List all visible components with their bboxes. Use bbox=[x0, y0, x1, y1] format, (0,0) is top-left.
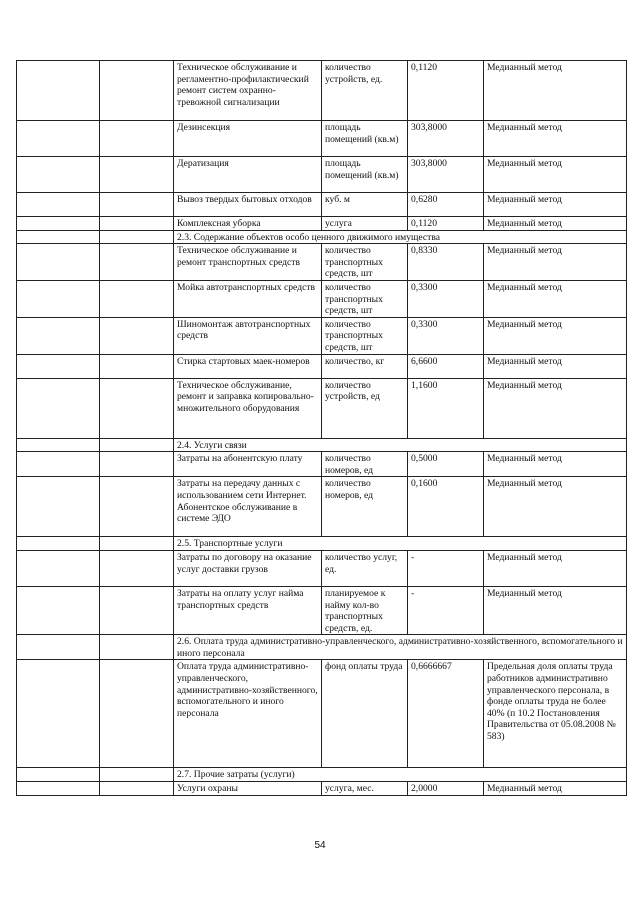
value-cell: 0,5000 bbox=[408, 452, 484, 477]
method-cell: Медианный метод bbox=[484, 378, 627, 438]
blank-col-2 bbox=[100, 193, 174, 217]
blank-col-1 bbox=[17, 378, 100, 438]
blank-col-1 bbox=[17, 280, 100, 317]
table-row bbox=[17, 378, 627, 438]
blank-col-1 bbox=[17, 477, 100, 537]
value-cell: 303,8000 bbox=[408, 157, 484, 193]
method-cell: Медианный метод bbox=[484, 157, 627, 193]
table-row bbox=[17, 354, 627, 378]
blank-col-2 bbox=[100, 768, 174, 782]
item-name-cell: Мойка автотранспортных средств bbox=[174, 280, 322, 317]
unit-cell: планируемое к найму кол-во транспортных средств, ед. bbox=[322, 586, 408, 634]
item-name-cell: Оплата труда административно-управленческого, административно-хозяйственного, вспомогательного и иного персонала bbox=[174, 660, 322, 768]
blank-col-2 bbox=[100, 550, 174, 586]
method-cell: Медианный метод bbox=[484, 121, 627, 157]
blank-col-1 bbox=[17, 452, 100, 477]
blank-col-1 bbox=[17, 660, 100, 768]
unit-cell: услуга, мес. bbox=[322, 782, 408, 796]
method-cell: Медианный метод bbox=[484, 550, 627, 586]
item-name-cell: Дезинсекция bbox=[174, 121, 322, 157]
blank-col-2 bbox=[100, 660, 174, 768]
method-cell: Медианный метод bbox=[484, 586, 627, 634]
table-row bbox=[17, 477, 627, 537]
unit-cell: количество транспортных средств, шт bbox=[322, 317, 408, 354]
value-cell: 0,3300 bbox=[408, 280, 484, 317]
blank-col-1 bbox=[17, 438, 100, 452]
blank-col-2 bbox=[100, 354, 174, 378]
blank-col-1 bbox=[17, 230, 100, 244]
blank-col-1 bbox=[17, 121, 100, 157]
blank-col-1 bbox=[17, 61, 100, 121]
item-name-cell: Стирка стартовых маек-номеров bbox=[174, 354, 322, 378]
item-name-cell: Вывоз твердых бытовых отходов bbox=[174, 193, 322, 217]
method-cell: Медианный метод bbox=[484, 61, 627, 121]
table-row bbox=[17, 660, 627, 768]
value-cell: 0,1120 bbox=[408, 61, 484, 121]
blank-col-1 bbox=[17, 157, 100, 193]
blank-col-2 bbox=[100, 121, 174, 157]
method-cell: Медианный метод bbox=[484, 217, 627, 231]
value-cell: 0,1120 bbox=[408, 217, 484, 231]
section-row bbox=[17, 768, 627, 782]
blank-col-1 bbox=[17, 782, 100, 796]
item-name-cell: Услуги охраны bbox=[174, 782, 322, 796]
blank-col-2 bbox=[100, 477, 174, 537]
method-cell: Медианный метод bbox=[484, 280, 627, 317]
blank-col-2 bbox=[100, 438, 174, 452]
table-row bbox=[17, 452, 627, 477]
item-name-cell: Техническое обслуживание и ремонт транспортных средств bbox=[174, 244, 322, 281]
blank-col-1 bbox=[17, 537, 100, 551]
table-row bbox=[17, 550, 627, 586]
blank-col-2 bbox=[100, 586, 174, 634]
method-cell: Предельная доля оплаты труда работников административно управленческого персонала, в фонде оплаты труда не более 40% (п 10.2 Постановления Правительства от 05.08.2008 № 583) bbox=[484, 660, 627, 768]
table-row bbox=[17, 782, 627, 796]
method-cell: Медианный метод bbox=[484, 354, 627, 378]
unit-cell: куб. м bbox=[322, 193, 408, 217]
unit-cell: количество устройств, ед bbox=[322, 378, 408, 438]
blank-col-2 bbox=[100, 635, 174, 660]
unit-cell: количество услуг, ед. bbox=[322, 550, 408, 586]
blank-col-2 bbox=[100, 317, 174, 354]
section-title: 2.6. Оплата труда административно-управленческого, административно-хозяйственного, вспомогательного и иного персонала bbox=[174, 635, 627, 660]
value-cell: - bbox=[408, 550, 484, 586]
section-row bbox=[17, 230, 627, 244]
blank-col-1 bbox=[17, 317, 100, 354]
unit-cell: количество номеров, ед bbox=[322, 477, 408, 537]
unit-cell: площадь помещений (кв.м) bbox=[322, 121, 408, 157]
item-name-cell: Дератизация bbox=[174, 157, 322, 193]
unit-cell: площадь помещений (кв.м) bbox=[322, 157, 408, 193]
unit-cell: количество транспортных средств, шт bbox=[322, 280, 408, 317]
table-row bbox=[17, 121, 627, 157]
value-cell: 0,1600 bbox=[408, 477, 484, 537]
value-cell: 2,0000 bbox=[408, 782, 484, 796]
value-cell: - bbox=[408, 586, 484, 634]
blank-col-2 bbox=[100, 230, 174, 244]
item-name-cell: Затраты на передачу данных с использованием сети Интернет. Абонентское обслуживание в системе ЭДО bbox=[174, 477, 322, 537]
blank-col-2 bbox=[100, 378, 174, 438]
method-cell: Медианный метод bbox=[484, 317, 627, 354]
blank-col-2 bbox=[100, 217, 174, 231]
item-name-cell: Комплексная уборка bbox=[174, 217, 322, 231]
unit-cell: фонд оплаты труда bbox=[322, 660, 408, 768]
table-row bbox=[17, 244, 627, 281]
value-cell: 0,6280 bbox=[408, 193, 484, 217]
table-row bbox=[17, 193, 627, 217]
blank-col-1 bbox=[17, 193, 100, 217]
item-name-cell: Шиномонтаж автотранспортных средств bbox=[174, 317, 322, 354]
unit-cell: количество устройств, ед. bbox=[322, 61, 408, 121]
table-row bbox=[17, 317, 627, 354]
value-cell: 303,8000 bbox=[408, 121, 484, 157]
blank-col-1 bbox=[17, 244, 100, 281]
method-cell: Медианный метод bbox=[484, 193, 627, 217]
blank-col-1 bbox=[17, 768, 100, 782]
unit-cell: количество транспортных средств, шт bbox=[322, 244, 408, 281]
blank-col-1 bbox=[17, 354, 100, 378]
blank-col-2 bbox=[100, 452, 174, 477]
table-row bbox=[17, 61, 627, 121]
item-name-cell: Затраты на оплату услуг найма транспортных средств bbox=[174, 586, 322, 634]
blank-col-2 bbox=[100, 280, 174, 317]
table-row bbox=[17, 586, 627, 634]
method-cell: Медианный метод bbox=[484, 477, 627, 537]
section-title: 2.4. Услуги связи bbox=[174, 438, 627, 452]
item-name-cell: Техническое обслуживание и регламентно-профилактический ремонт систем охранно-тревожной сигнализации bbox=[174, 61, 322, 121]
section-row bbox=[17, 438, 627, 452]
table-row bbox=[17, 217, 627, 231]
method-cell: Медианный метод bbox=[484, 244, 627, 281]
method-cell: Медианный метод bbox=[484, 782, 627, 796]
section-title: 2.3. Содержание объектов особо ценного движимого имущества bbox=[174, 230, 627, 244]
blank-col-2 bbox=[100, 782, 174, 796]
item-name-cell: Затраты на абонентскую плату bbox=[174, 452, 322, 477]
item-name-cell: Техническое обслуживание, ремонт и заправка копировально-множительного оборудования bbox=[174, 378, 322, 438]
value-cell: 0,8330 bbox=[408, 244, 484, 281]
value-cell: 6,6600 bbox=[408, 354, 484, 378]
blank-col-1 bbox=[17, 550, 100, 586]
value-cell: 0,3300 bbox=[408, 317, 484, 354]
blank-col-2 bbox=[100, 537, 174, 551]
blank-col-1 bbox=[17, 217, 100, 231]
section-row bbox=[17, 635, 627, 660]
table-body bbox=[17, 61, 627, 796]
budget-norms-table bbox=[16, 60, 627, 796]
table-row bbox=[17, 157, 627, 193]
unit-cell: количество, кг bbox=[322, 354, 408, 378]
unit-cell: услуга bbox=[322, 217, 408, 231]
item-name-cell: Затраты по договору на оказание услуг доставки грузов bbox=[174, 550, 322, 586]
section-row bbox=[17, 537, 627, 551]
page-number: 54 bbox=[314, 840, 326, 851]
blank-col-1 bbox=[17, 586, 100, 634]
blank-col-2 bbox=[100, 61, 174, 121]
blank-col-1 bbox=[17, 635, 100, 660]
blank-col-2 bbox=[100, 157, 174, 193]
blank-col-2 bbox=[100, 244, 174, 281]
unit-cell: количество номеров, ед bbox=[322, 452, 408, 477]
value-cell: 1,1600 bbox=[408, 378, 484, 438]
section-title: 2.7. Прочие затраты (услуги) bbox=[174, 768, 627, 782]
table-row bbox=[17, 280, 627, 317]
method-cell: Медианный метод bbox=[484, 452, 627, 477]
value-cell: 0,6666667 bbox=[408, 660, 484, 768]
section-title: 2.5. Транспортные услуги bbox=[174, 537, 627, 551]
